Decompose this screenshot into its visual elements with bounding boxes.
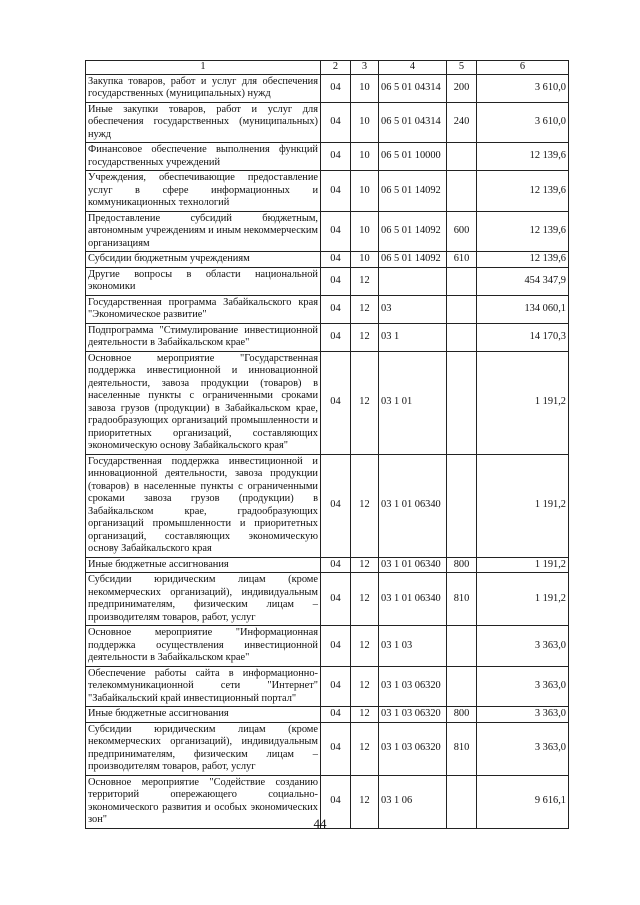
target-article-cell: 03 1 01 06340 xyxy=(379,557,447,573)
table-row xyxy=(86,74,569,102)
expense-type-cell: 200 xyxy=(447,74,477,102)
subsection-code-cell: 10 xyxy=(351,252,379,268)
subsection-code-cell: 12 xyxy=(351,666,379,707)
expense-name-cell: Государственная программа Забайкальского края "Экономическое развитие" xyxy=(86,295,321,323)
target-article-cell: 03 1 01 06340 xyxy=(379,454,447,557)
section-code-cell: 04 xyxy=(321,295,351,323)
table-row xyxy=(86,323,569,351)
amount-cell: 1 191,2 xyxy=(477,573,569,626)
target-article-cell xyxy=(379,267,447,295)
subsection-code-cell: 12 xyxy=(351,295,379,323)
amount-cell: 12 139,6 xyxy=(477,171,569,212)
table-row xyxy=(86,102,569,143)
amount-cell: 3 610,0 xyxy=(477,102,569,143)
table-row xyxy=(86,143,569,171)
expense-type-cell: 240 xyxy=(447,102,477,143)
subsection-code-cell: 12 xyxy=(351,454,379,557)
expense-name-cell: Основное мероприятие "Содействие созданию территорий опережающего социально-экономического развития и особых экономических зон" xyxy=(86,775,321,828)
expense-type-cell xyxy=(447,454,477,557)
page-number: 44 xyxy=(313,816,327,831)
section-code-cell: 04 xyxy=(321,351,351,454)
amount-cell: 12 139,6 xyxy=(477,143,569,171)
target-article-cell: 06 5 01 14092 xyxy=(379,211,447,252)
section-code-cell: 04 xyxy=(321,74,351,102)
column-header-5: 5 xyxy=(447,61,477,75)
expense-name-cell: Субсидии юридическим лицам (кроме некоммерческих организаций), индивидуальным предпринимателям, физическим лицам – производителям товаров, работ, услуг xyxy=(86,722,321,775)
table-row xyxy=(86,211,569,252)
table-row xyxy=(86,573,569,626)
amount-cell: 12 139,6 xyxy=(477,211,569,252)
expense-type-cell xyxy=(447,295,477,323)
table-row xyxy=(86,267,569,295)
column-header-6: 6 xyxy=(477,61,569,75)
section-code-cell: 04 xyxy=(321,252,351,268)
subsection-code-cell: 12 xyxy=(351,626,379,667)
amount-cell: 454 347,9 xyxy=(477,267,569,295)
amount-cell: 3 363,0 xyxy=(477,666,569,707)
target-article-cell: 03 1 06 xyxy=(379,775,447,828)
subsection-code-cell: 10 xyxy=(351,211,379,252)
target-article-cell: 03 1 03 06320 xyxy=(379,707,447,723)
expense-name-cell: Субсидии юридическим лицам (кроме некоммерческих организаций), индивидуальным предпринимателям, физическим лицам – производителям товаров, работ, услуг xyxy=(86,573,321,626)
column-header-4: 4 xyxy=(379,61,447,75)
table-row xyxy=(86,666,569,707)
column-header-1: 1 xyxy=(86,61,321,75)
amount-cell: 3 610,0 xyxy=(477,74,569,102)
expense-type-cell xyxy=(447,171,477,212)
target-article-cell: 03 1 03 06320 xyxy=(379,722,447,775)
expense-name-cell: Иные бюджетные ассигнования xyxy=(86,707,321,723)
table-row xyxy=(86,557,569,573)
table-row xyxy=(86,626,569,667)
subsection-code-cell: 12 xyxy=(351,707,379,723)
expense-name-cell: Государственная поддержка инвестиционной и инновационной деятельности, завоза продукции (товаров) в населенные пункты с ограниченными сроками завоза грузов (продукции) в Забайкальском крае, градообразующих организаций промышленности и приоритетных организаций, составляющих экономическую основу Забайкальского края xyxy=(86,454,321,557)
budget-table-page xyxy=(85,60,568,829)
amount-cell: 1 191,2 xyxy=(477,557,569,573)
header-row xyxy=(86,61,569,75)
expense-type-cell: 800 xyxy=(447,557,477,573)
target-article-cell: 06 5 01 10000 xyxy=(379,143,447,171)
target-article-cell: 06 5 01 04314 xyxy=(379,102,447,143)
section-code-cell: 04 xyxy=(321,102,351,143)
table-row xyxy=(86,171,569,212)
expense-type-cell xyxy=(447,323,477,351)
target-article-cell: 03 1 xyxy=(379,323,447,351)
section-code-cell: 04 xyxy=(321,171,351,212)
expense-name-cell: Закупка товаров, работ и услуг для обеспечения государственных (муниципальных) нужд xyxy=(86,74,321,102)
column-header-2: 2 xyxy=(321,61,351,75)
section-code-cell: 04 xyxy=(321,707,351,723)
amount-cell: 12 139,6 xyxy=(477,252,569,268)
table-row xyxy=(86,351,569,454)
expense-type-cell xyxy=(447,143,477,171)
table-body xyxy=(86,74,569,828)
amount-cell: 1 191,2 xyxy=(477,351,569,454)
expense-name-cell: Финансовое обеспечение выполнения функций государственных учреждений xyxy=(86,143,321,171)
section-code-cell: 04 xyxy=(321,722,351,775)
subsection-code-cell: 10 xyxy=(351,171,379,212)
section-code-cell: 04 xyxy=(321,211,351,252)
expense-name-cell: Иные бюджетные ассигнования xyxy=(86,557,321,573)
expense-name-cell: Субсидии бюджетным учреждениям xyxy=(86,252,321,268)
subsection-code-cell: 12 xyxy=(351,351,379,454)
expense-name-cell: Основное мероприятие "Государственная поддержка инвестиционной и инновационной деятельности, завоза продукции (товаров) в населенные пункты с ограниченными сроками завоза грузов (продукции) в Забайкальском крае, градообразующих организаций промышленности и приоритетных организаций, составляющих экономическую основу Забайкальского края" xyxy=(86,351,321,454)
table-row xyxy=(86,707,569,723)
subsection-code-cell: 12 xyxy=(351,722,379,775)
amount-cell: 3 363,0 xyxy=(477,722,569,775)
expense-type-cell: 810 xyxy=(447,573,477,626)
section-code-cell: 04 xyxy=(321,666,351,707)
table-row xyxy=(86,295,569,323)
expense-type-cell xyxy=(447,351,477,454)
section-code-cell: 04 xyxy=(321,454,351,557)
table-row xyxy=(86,454,569,557)
target-article-cell: 06 5 01 14092 xyxy=(379,171,447,212)
amount-cell: 1 191,2 xyxy=(477,454,569,557)
subsection-code-cell: 12 xyxy=(351,557,379,573)
expense-name-cell: Другие вопросы в области национальной экономики xyxy=(86,267,321,295)
amount-cell: 3 363,0 xyxy=(477,707,569,723)
target-article-cell: 03 1 03 xyxy=(379,626,447,667)
subsection-code-cell: 10 xyxy=(351,74,379,102)
amount-cell: 14 170,3 xyxy=(477,323,569,351)
section-code-cell: 04 xyxy=(321,573,351,626)
subsection-code-cell: 12 xyxy=(351,323,379,351)
expense-name-cell: Подпрограмма "Стимулирование инвестиционной деятельности в Забайкальском крае" xyxy=(86,323,321,351)
expense-type-cell: 600 xyxy=(447,211,477,252)
target-article-cell: 06 5 01 04314 xyxy=(379,74,447,102)
table-row xyxy=(86,252,569,268)
section-code-cell: 04 xyxy=(321,267,351,295)
budget-table xyxy=(85,60,569,829)
expense-type-cell xyxy=(447,626,477,667)
expense-type-cell xyxy=(447,666,477,707)
subsection-code-cell: 12 xyxy=(351,573,379,626)
target-article-cell: 03 1 03 06320 xyxy=(379,666,447,707)
section-code-cell: 04 xyxy=(321,557,351,573)
expense-name-cell: Основное мероприятие "Информационная поддержка осуществления инвестиционной деятельности в Забайкальском крае" xyxy=(86,626,321,667)
target-article-cell: 03 1 01 06340 xyxy=(379,573,447,626)
expense-name-cell: Учреждения, обеспечивающие предоставление услуг в сфере информационных и коммуникационных технологий xyxy=(86,171,321,212)
target-article-cell: 03 xyxy=(379,295,447,323)
amount-cell: 3 363,0 xyxy=(477,626,569,667)
expense-type-cell: 810 xyxy=(447,722,477,775)
section-code-cell: 04 xyxy=(321,626,351,667)
section-code-cell: 04 xyxy=(321,323,351,351)
expense-type-cell: 610 xyxy=(447,252,477,268)
expense-name-cell: Обеспечение работы сайта в информационно-телекоммуникационной сети "Интернет" "Забайкальский край инвестиционный портал" xyxy=(86,666,321,707)
subsection-code-cell: 12 xyxy=(351,775,379,828)
column-header-3: 3 xyxy=(351,61,379,75)
table-row xyxy=(86,722,569,775)
subsection-code-cell: 10 xyxy=(351,143,379,171)
target-article-cell: 03 1 01 xyxy=(379,351,447,454)
section-code-cell: 04 xyxy=(321,143,351,171)
target-article-cell: 06 5 01 14092 xyxy=(379,252,447,268)
subsection-code-cell: 10 xyxy=(351,102,379,143)
amount-cell: 9 616,1 xyxy=(477,775,569,828)
section-code-cell: 04 xyxy=(321,775,351,828)
expense-type-cell: 800 xyxy=(447,707,477,723)
expense-name-cell: Иные закупки товаров, работ и услуг для обеспечения государственных (муниципальных) нужд xyxy=(86,102,321,143)
expense-name-cell: Предоставление субсидий бюджетным, автономным учреждениям и иным некоммерческим организациям xyxy=(86,211,321,252)
expense-type-cell xyxy=(447,267,477,295)
subsection-code-cell: 12 xyxy=(351,267,379,295)
amount-cell: 134 060,1 xyxy=(477,295,569,323)
